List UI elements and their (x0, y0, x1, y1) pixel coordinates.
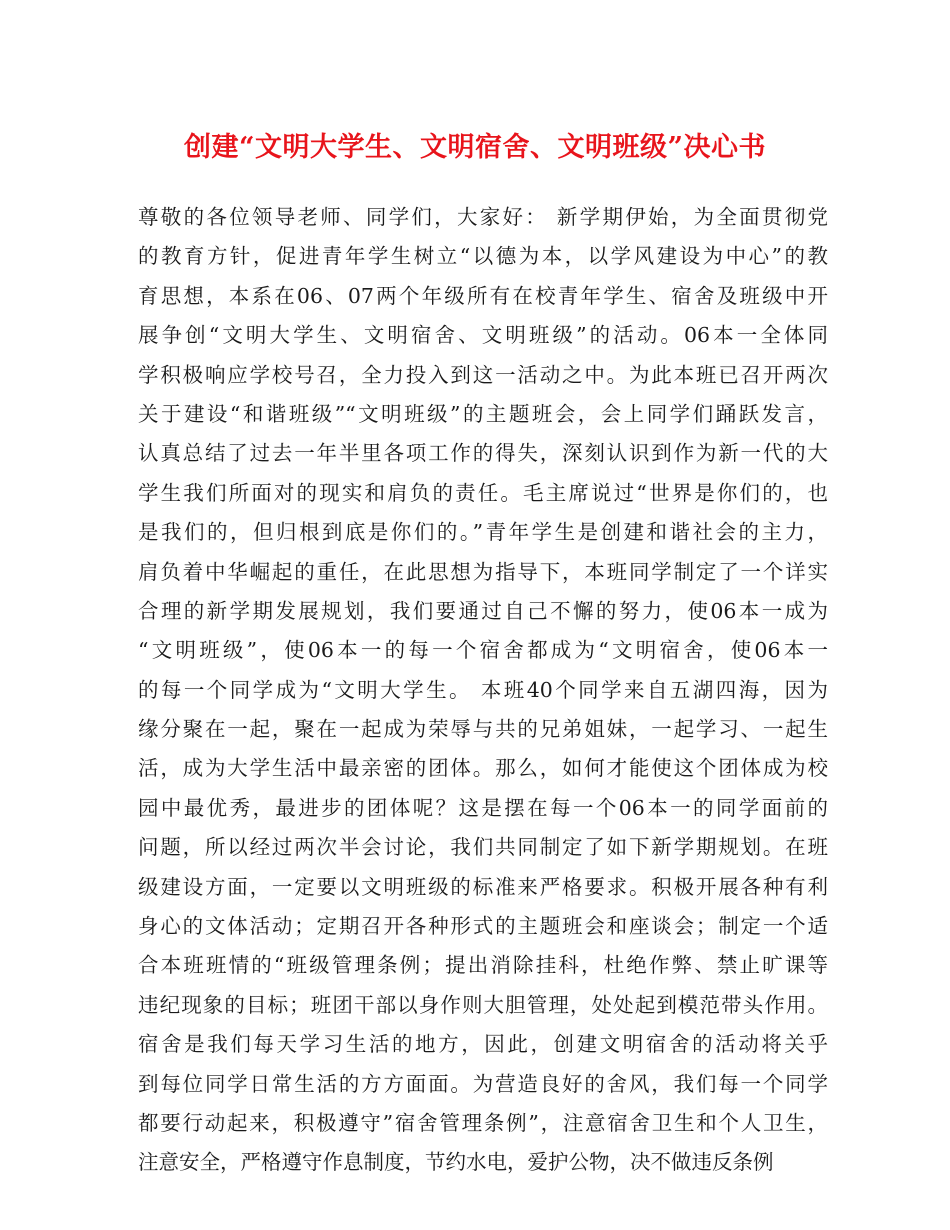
body-line: 的教育方针，促进青年学生树立“以德为本，以学风建设为中心”的教 (138, 244, 828, 269)
body-line: 肩负着中华崛起的重任，在此思想为指导下，本班同学制定了一个详实 (138, 559, 828, 584)
body-line: 注意安全，严格遵守作息制度，节约水电，爱护公物，决不做违反条例 (138, 1150, 774, 1175)
body-line: 身心的文体活动；定期召开各种形式的主题班会和座谈会；制定一个适 (138, 914, 828, 939)
body-line: 活，成为大学生活中最亲密的团体。那么，如何才能使这个团体成为校 (138, 756, 828, 781)
body-line: 尊敬的各位领导老师、同学们，大家好： 新学期伊始，为全面贯彻党 (138, 205, 828, 229)
body-line: 学生我们所面对的现实和肩负的责任。毛主席说过“世界是你们的，也 (138, 480, 828, 505)
body-line: 园中最优秀，最进步的团体呢？这是摆在每一个06本一的同学面前的 (138, 795, 828, 820)
document-title: 创建“文明大学生、文明宿舍、文明班级”决心书 (183, 132, 767, 163)
document-body (138, 198, 828, 1183)
body-line: 违纪现象的目标；班团干部以身作则大胆管理，处处起到模范带头作用。 (138, 992, 828, 1017)
body-line: “文明班级”，使06本一的每一个宿舍都成为“文明宿舍，使06本一 (138, 638, 828, 663)
body-line: 合理的新学期发展规划，我们要通过自己不懈的努力，使06本一成为 (138, 598, 828, 623)
body-line: 的每一个同学成为“文明大学生。 本班40个同学来自五湖四海，因为 (138, 677, 828, 702)
body-line: 宿舍是我们每天学习生活的地方，因此，创建文明宿舍的活动将关乎 (138, 1032, 828, 1057)
body-line: 到每位同学日常生活的方方面面。为营造良好的舍风，我们每一个同学 (138, 1071, 828, 1096)
body-line: 认真总结了过去一年半里各项工作的得失，深刻认识到作为新一代的大 (138, 441, 828, 466)
body-line: 育思想，本系在06、07两个年级所有在校青年学生、宿舍及班级中开 (138, 283, 828, 308)
body-line: 级建设方面，一定要以文明班级的标准来严格要求。积极开展各种有利 (138, 874, 828, 899)
body-line: 问题，所以经过两次半会讨论，我们共同制定了如下新学期规划。在班 (138, 835, 828, 860)
body-line: 都要行动起来，积极遵守”宿舍管理条例”，注意宿舍卫生和个人卫生， (138, 1110, 828, 1135)
body-line: 展争创“文明大学生、文明宿舍、文明班级”的活动。06本一全体同 (138, 323, 828, 348)
body-line: 合本班班情的“班级管理条例；提出消除挂科，杜绝作弊、禁止旷课等 (138, 953, 828, 978)
body-line: 是我们的，但归根到底是你们的。”青年学生是创建和谐社会的主力， (138, 520, 828, 545)
body-line: 学积极响应学校号召，全力投入到这一活动之中。为此本班已召开两次 (138, 362, 828, 387)
body-line: 关于建设“和谐班级”“文明班级”的主题班会，会上同学们踊跃发言， (138, 401, 828, 426)
body-line: 缘分聚在一起，聚在一起成为荣辱与共的兄弟姐妹，一起学习、一起生 (138, 717, 828, 742)
